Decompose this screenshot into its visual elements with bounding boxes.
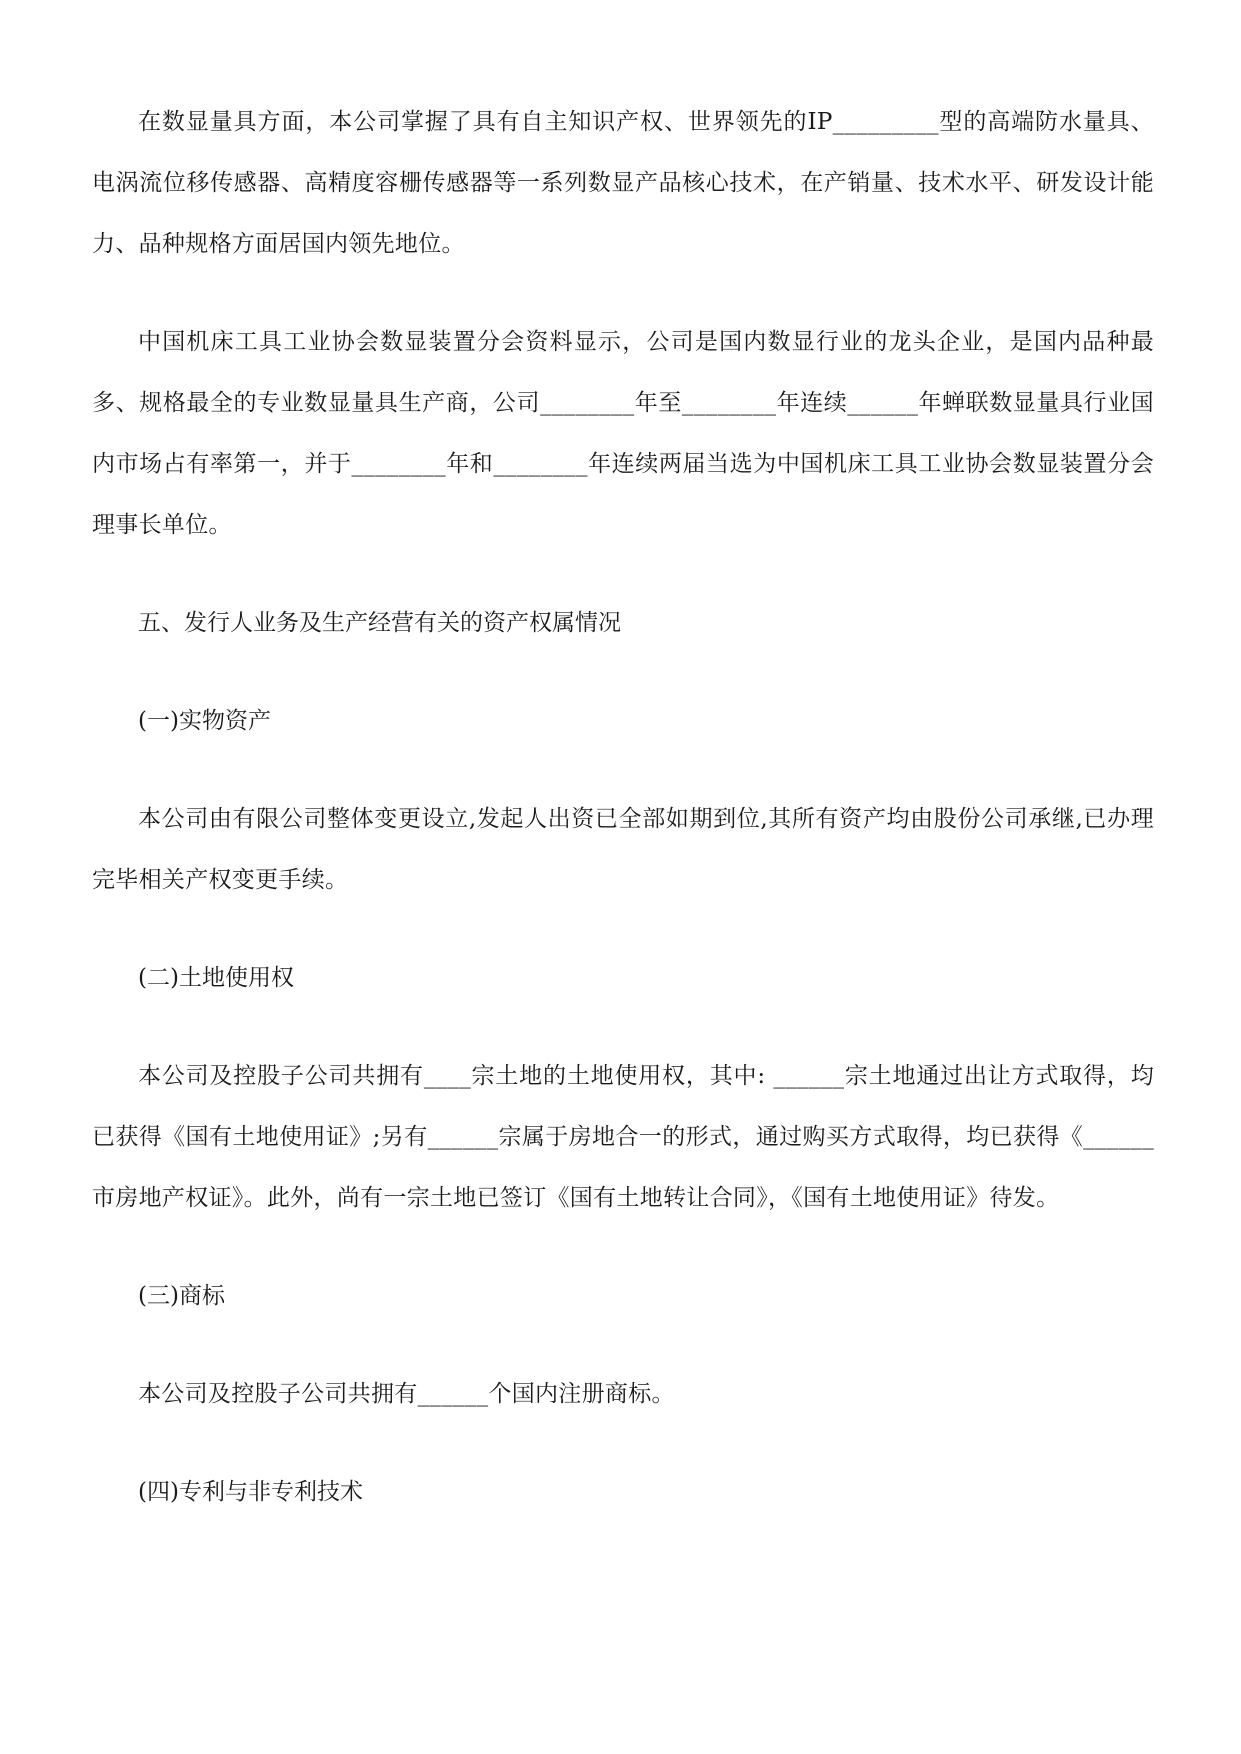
paragraph-land-use-rights: 本公司及控股子公司共拥有____宗土地的土地使用权，其中: ______宗土地通过出让方式取得，均已获得《国有土地使用证》;另有______宗属于房地合一的形式，通过购买方式取得，均已获得《______市房地产权证》。此外，尚有一宗土地已签订《国有土地转让合同》，《国有土地使用证》待发。 xyxy=(92,1063,1154,1211)
subheading-patents: (四)专利与非专利技术 xyxy=(138,1479,363,1505)
paragraph-digital-gauges: 在数显量具方面，本公司掌握了具有自主知识产权、世界领先的IP_________型的高端防水量具、电涡流位移传感器、高精度容栅传感器等一系列数显产品核心技术，在产销量、技术水平、研发设计能力、品种规格方面居国内领先地位。 xyxy=(92,109,1154,257)
subheading-trademarks: (三)商标 xyxy=(138,1283,225,1309)
subheading-physical-assets: (一)实物资产 xyxy=(138,708,271,734)
section-heading-assets: 五、发行人业务及生产经营有关的资产权属情况 xyxy=(138,610,621,636)
document-page xyxy=(92,92,1154,1560)
paragraph-physical-assets: 本公司由有限公司整体变更设立,发起人出资已全部如期到位,其所有资产均由股份公司承继,已办理完毕相关产权变更手续。 xyxy=(92,806,1154,893)
subheading-land-use-rights: (二)土地使用权 xyxy=(138,965,294,991)
paragraph-trademarks: 本公司及控股子公司共拥有______个国内注册商标。 xyxy=(138,1381,675,1407)
paragraph-industry-association: 中国机床工具工业协会数显装置分会资料显示，公司是国内数显行业的龙头企业，是国内品种最多、规格最全的专业数显量具生产商，公司________年至________年连续______年蝉联数显量具行业国内市场占有率第一，并于________年和________年连续两届当选为中国机床工具工业协会数显装置分会理事长单位。 xyxy=(92,329,1154,538)
